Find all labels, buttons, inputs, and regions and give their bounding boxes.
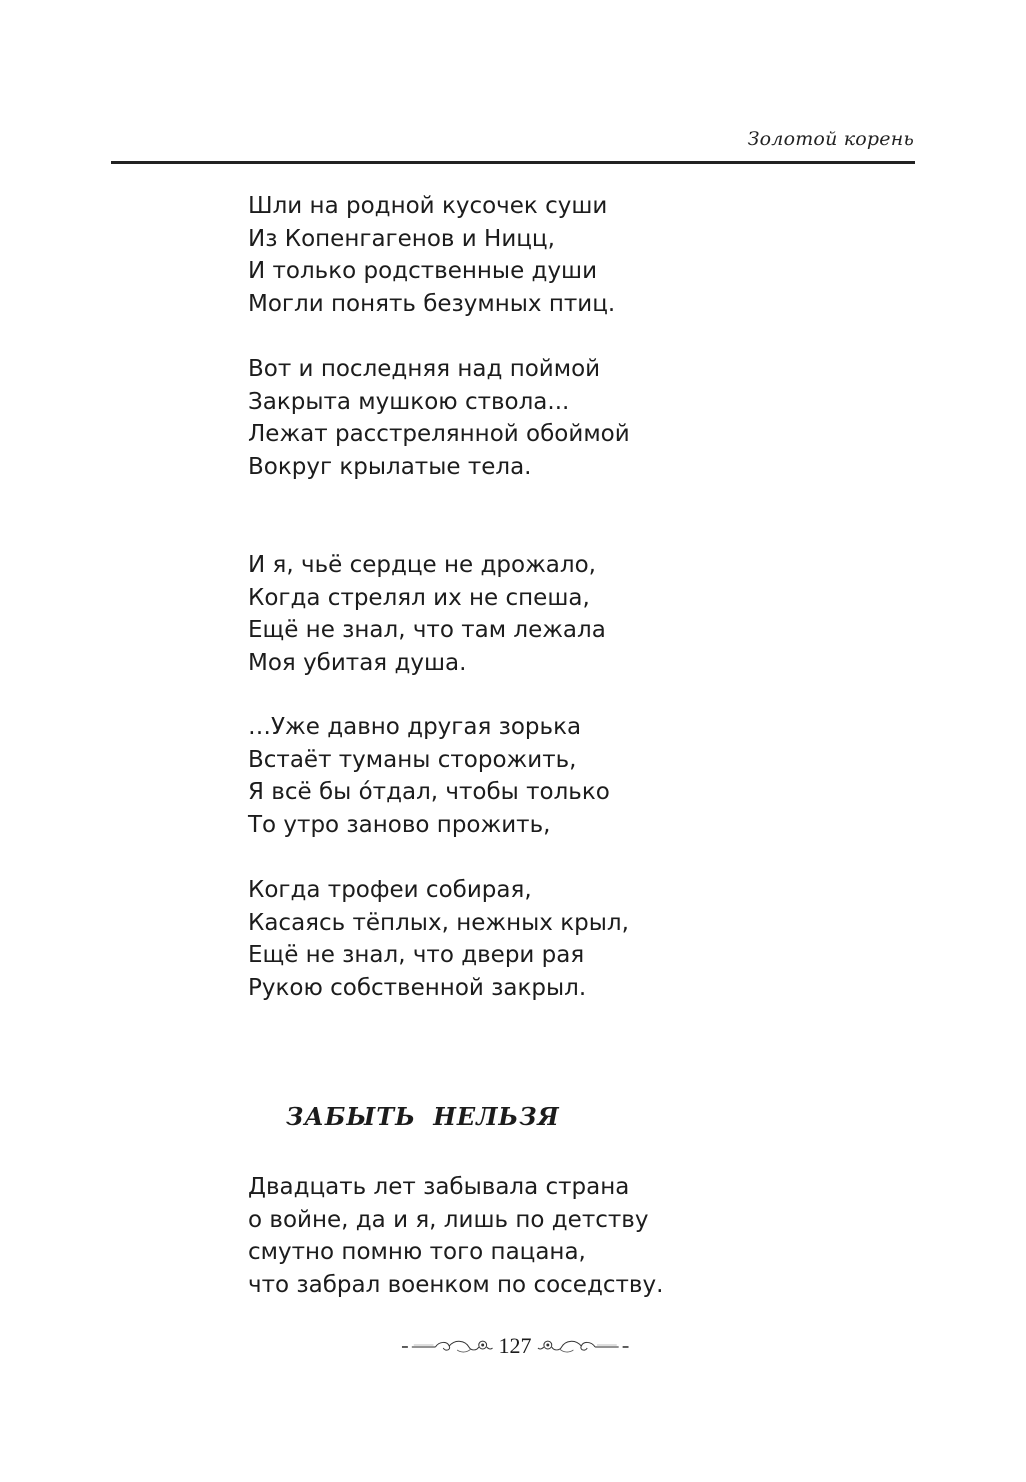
floral-flourish-right-icon [536,1335,631,1357]
verse-line: Из Копенгагенов и Ницц, [248,225,555,252]
verse-line: Когда трофеи собирая, [248,877,532,903]
stanza-2 [248,353,630,484]
poem-title: ЗАБЫТЬ НЕЛЬЗЯ [286,1102,560,1131]
page-number: 127 [498,1333,532,1358]
stanza-5 [248,874,629,1005]
stanza-1 [248,190,615,321]
page-footer [400,1332,630,1360]
verse-line: И только родственные души [248,258,598,285]
verse-line: Рукою собственной закрыл. [248,975,587,1002]
verse-line: о войне, да и я, лишь по детству [248,1206,649,1233]
verse-line: смутно помню того пацана, [248,1239,586,1266]
verse-line: Лежат расстрелянной обоймой [248,421,630,448]
verse-line: Я всё бы о́тдал, чтобы только [248,779,610,806]
verse-line: Вокруг крылатые тела. [248,454,532,481]
verse-line: Ещё не знал, что двери рая [248,942,585,969]
poem-2-stanza-1 [248,1171,663,1302]
verse-line: …Уже давно другая зорька [248,714,582,740]
verse-line: Могли понять безумных птиц. [248,291,616,318]
verse-line: То утро заново прожить, [248,812,551,839]
verse-line: Вот и последняя над поймой [248,356,601,382]
running-header-title: Золотой корень [747,128,914,150]
stanza-3 [248,549,606,680]
verse-line: Закрыта мушкою ствола... [248,388,570,415]
verse-line: Моя убитая душа. [248,650,467,677]
stanza-4 [248,711,610,842]
verse-line: И я, чьё сердце не дрожало, [248,552,596,578]
verse-line: что забрал военком по соседству. [248,1272,664,1299]
header-rule [111,161,915,164]
verse-line: Шли на родной кусочек суши [248,193,608,219]
verse-line: Двадцать лет забывала страна [248,1174,630,1200]
verse-line: Встаёт туманы сторожить, [248,746,577,773]
verse-line: Ещё не знал, что там лежала [248,617,606,644]
verse-line: Касаясь тёплых, нежных крыл, [248,909,629,936]
verse-line: Когда стрелял их не спеша, [248,584,590,611]
floral-flourish-left-icon [400,1335,495,1357]
